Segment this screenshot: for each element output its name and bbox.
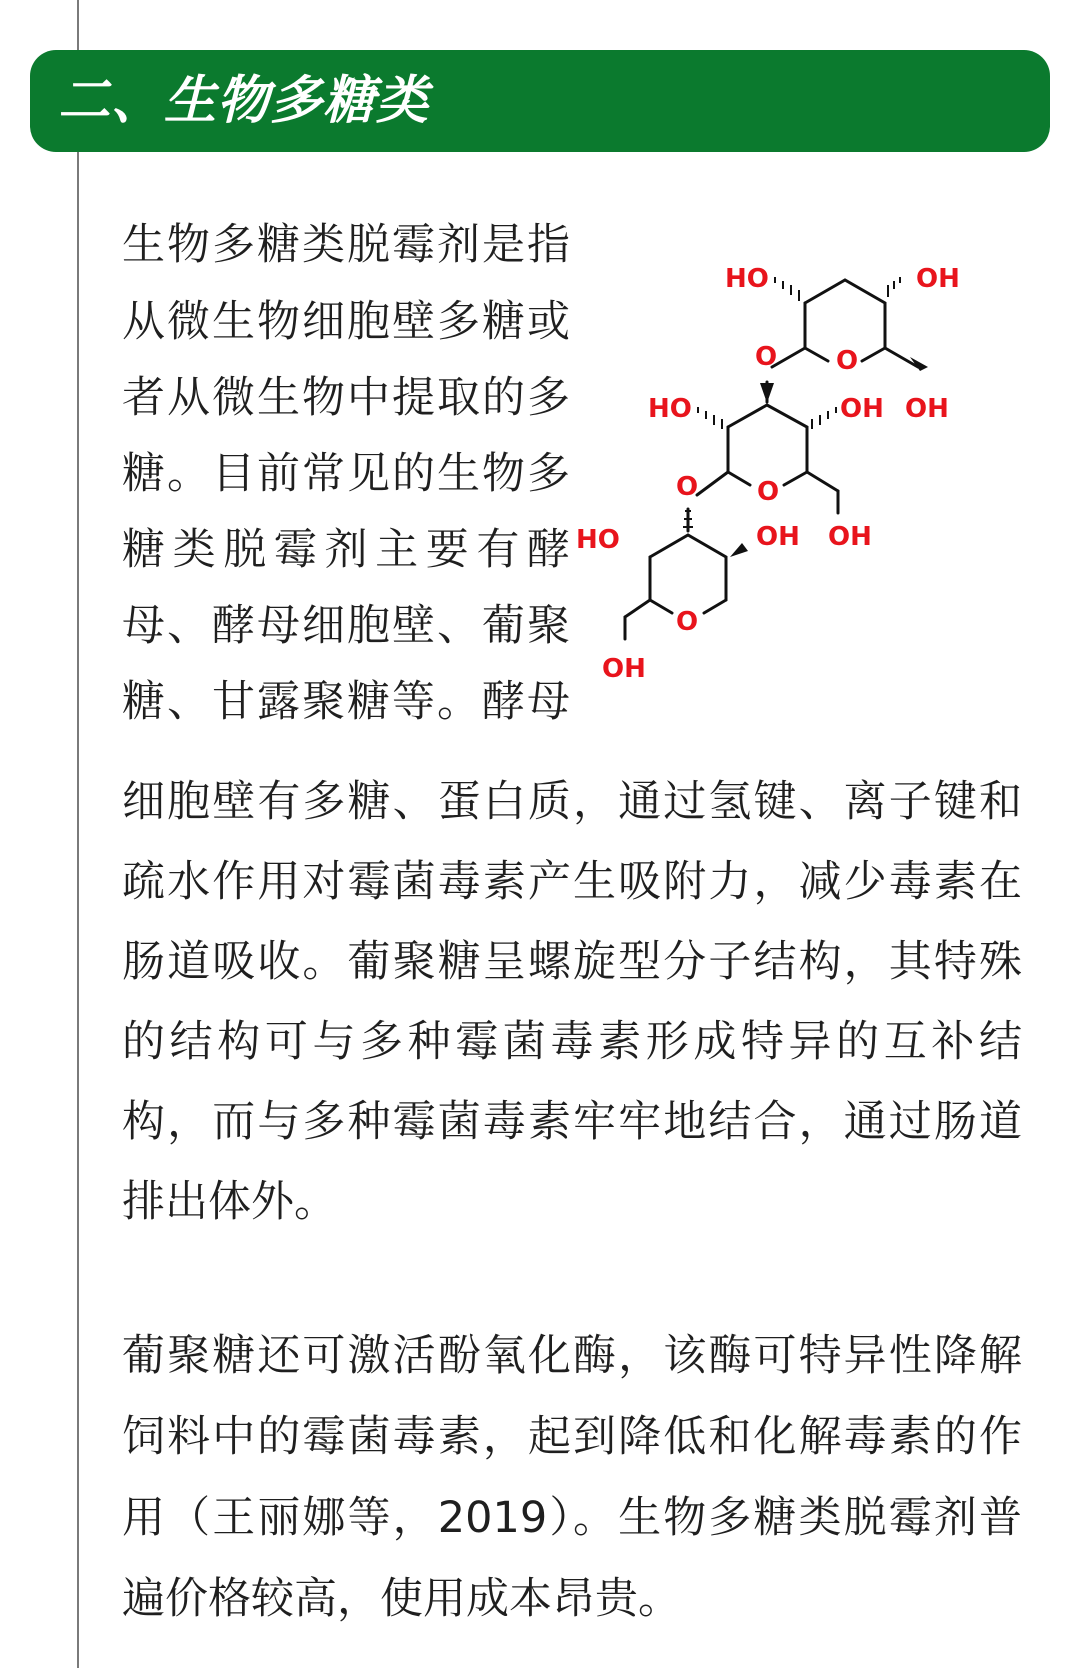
paragraph1-line-2: 从微生物细胞壁多糖或 [122,297,570,347]
top-ring-oxygen-label: O [836,346,859,376]
middle-ch2oh-label: OH [828,522,872,552]
bottom-ch2oh-label: OH [602,654,646,684]
middle-ring-oxygen-label: O [757,477,780,507]
bottom-ho-label: HO [576,525,620,555]
paragraph1-line-6: 母、酵母细胞壁、葡聚 [122,601,570,651]
paragraph2: 葡聚糖还可激活酚氧化酶，该酶可特异性降解饲料中的霉菌毒素，起到降低和化解毒素的作用（王丽娜等，2019）。生物多糖类脱霉剂普遍价格较高，使用成本昂贵。 [122,1331,1022,1624]
middle-oh-label: OH [840,394,884,424]
top-oh-label: OH [916,264,960,294]
paragraph1-continued: 细胞壁有多糖、蛋白质，通过氢键、离子键和疏水作用对霉菌毒素产生吸附力，减少毒素在肠道吸收。葡聚糖呈螺旋型分子结构，其特殊的结构可与多种霉菌毒素形成特异的互补结构，而与多种霉菌毒素牢牢地结合，通过肠道排出体外。 [122,777,1022,1227]
paragraph1-line-1: 生物多糖类脱霉剂是指 [122,220,570,270]
polysaccharide-structure-diagram [576,255,1020,725]
paragraph1-line-7: 糖、甘露聚糖等。酵母 [122,677,570,727]
paragraph1-line-5: 糖类脱霉剂主要有酵 [122,525,570,575]
middle-ho-label: HO [648,394,692,424]
link-oxygen-2-label: O [676,472,699,502]
paragraph1-line-3: 者从微生物中提取的多 [122,373,570,423]
left-margin-line [77,0,79,1668]
top-ch2oh-label: OH [905,394,949,424]
bottom-ring-oxygen-label: O [676,607,699,637]
link-oxygen-1-label: O [755,342,778,372]
paragraph1-line-4: 糖。目前常见的生物多 [122,449,570,499]
bottom-oh-label: OH [756,522,800,552]
section-title: 二、生物多糖类 [58,71,430,131]
top-ho-label: HO [725,264,769,294]
